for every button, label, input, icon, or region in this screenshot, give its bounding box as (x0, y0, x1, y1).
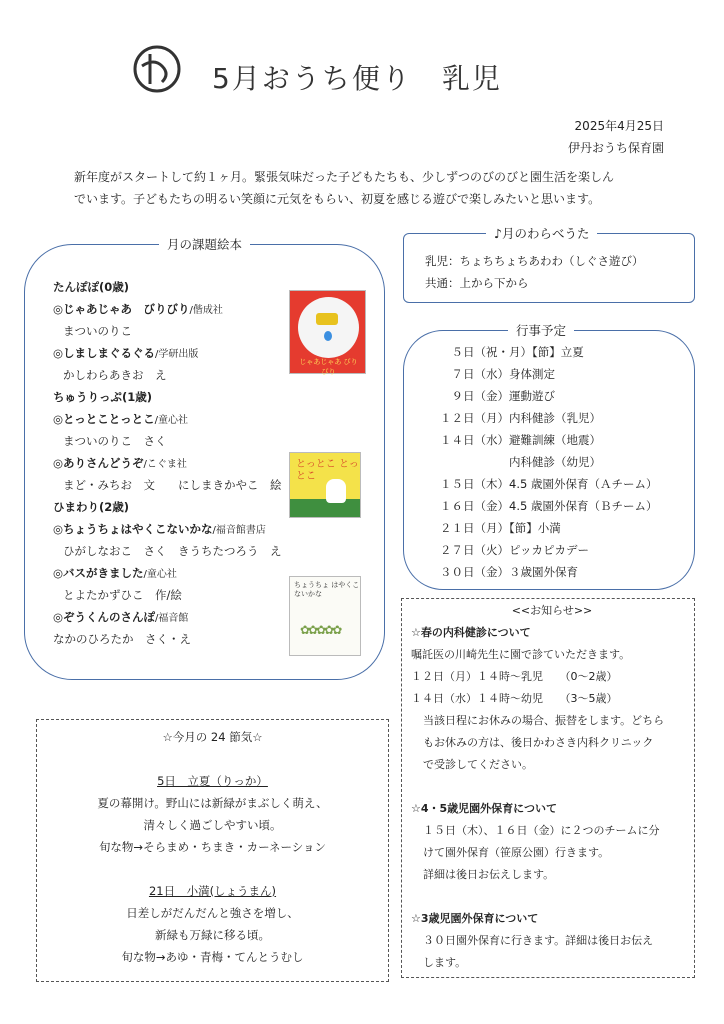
event-item: ７日（水）身体測定 (440, 367, 555, 381)
faucet-icon (316, 313, 338, 325)
page-title: 5月おうち便り 乳児 (212, 62, 502, 95)
cover-disc (298, 297, 359, 358)
seasonal-terms-content (36, 726, 389, 968)
event-item: １６日（金）4.5 歳園外保育（Ｂチーム） (440, 499, 658, 513)
book-publisher: /童心社 (154, 415, 188, 426)
notice-heading: ☆4・5歳児園外保育について (411, 802, 557, 815)
event-item: 内科健診（幼児） (440, 455, 601, 469)
notice-spacer (411, 776, 693, 798)
school-name: 伊丹おうち保育園 (567, 141, 664, 155)
notice-line: １４日（水）１４時～幼児 （3～5歳） (411, 692, 618, 705)
picture-book-title: 月の課題絵本 (159, 235, 250, 253)
book-title: ◎とっとことっとこ/童心社 (53, 412, 188, 426)
book-title: ◎バスがきました/童心社 (53, 566, 177, 580)
book-title: ◎じゃあじゃあ びりびり/偕成社 (53, 302, 223, 316)
book-publisher: /福音館 (155, 613, 189, 624)
cover-grass (290, 499, 360, 517)
issue-date: 2025年4月25日 (574, 119, 664, 133)
season-term-line: 新緑も万緑に移る頃。 (155, 928, 270, 942)
notice-line: けて園外保育（笹原公園）行きます。 (423, 846, 610, 859)
notice-line: １２日（月）１４時～乳児 （0～2歳） (411, 670, 618, 683)
season-spacer (36, 858, 389, 880)
event-schedule-title: 行事予定 (508, 321, 574, 339)
cover-title: ちょうちょ はやくこないかな (294, 581, 360, 598)
event-item: １２日（月）内科健診（乳児） (440, 411, 601, 425)
book-title: ◎ありさんどうぞ/こぐま社 (53, 456, 187, 470)
event-item: １５日（木）4.5 歳園外保育（Ａチーム） (440, 477, 658, 491)
intro-paragraph (74, 166, 674, 210)
notice-line: 当該日程にお休みの場合、振替をします。どちら (423, 714, 665, 727)
book-cover-choucho (289, 576, 361, 656)
event-item: ５日（祝・月）【節】立夏 (440, 345, 584, 359)
season-term-line: 旬な物→あゆ・青梅・てんとうむし (121, 950, 304, 964)
notice-line: します。 (423, 956, 467, 969)
notice-spacer (411, 886, 693, 908)
warabeuta-line: 共通：上から下から (425, 276, 529, 290)
book-cover-jaajaa (289, 290, 366, 374)
notice-title: <<お知らせ>> (511, 604, 593, 617)
book-title: ◎ぞうくんのさんぽ/福音館 (53, 610, 189, 624)
cover-title: じゃあじゃあ びりびり (299, 358, 358, 376)
book-author: まど・みちお 文 にしまきかやこ 絵 (63, 478, 282, 492)
notice-heading: ☆春の内科健診について (411, 626, 531, 639)
book-title: ◎ちょうちょはやくこないかな/福音館書店 (53, 522, 266, 536)
flowers-icon: ✿✿✿✿✿ (300, 623, 341, 637)
book-author: なかのひろたか さく・え (53, 632, 191, 646)
event-item: ２１日（月）【節】小満 (440, 521, 561, 535)
event-item: ２７日（火）ピッカピカデー (440, 543, 590, 557)
group-heading: ちゅうりっぷ(1歳) (53, 390, 153, 404)
book-publisher: /学研出版 (155, 349, 199, 360)
notice-line: ３０日園外保育に行きます。詳細は後日お伝え (423, 934, 654, 947)
warabeuta-line: 乳児：ちょちちょちあわわ（しぐさ遊び） (425, 254, 644, 268)
season-term-line: 清々しく過ごしやすい頃。 (143, 818, 282, 832)
notice-line: もお休みの方は、後日かわさき内科クリニック (423, 736, 654, 749)
season-term-line: 夏の幕開け。野山には新緑がまぶしく萌え、 (97, 796, 328, 810)
season-term-line: 日差しがだんだんと強さを増し、 (126, 906, 299, 920)
book-publisher: /偕成社 (189, 305, 223, 316)
notice-line: で受診してください。 (423, 758, 533, 771)
warabeuta-title: ♪月のわらべうた (486, 224, 597, 242)
season-term-line: 旬な物→そらまめ・ちまき・カーネーション (98, 840, 327, 854)
notice-line: １５日（木）、１６日（金）に２つのチームに分 (423, 824, 660, 837)
group-heading: ひまわり(2歳) (53, 500, 130, 514)
book-publisher: /童心社 (143, 569, 177, 580)
water-drop-icon (324, 331, 332, 341)
event-item: １４日（水）避難訓練（地震） (440, 433, 601, 447)
season-term-name: 5日 立夏（りっか） (157, 774, 268, 788)
book-publisher: /福音館書店 (212, 525, 266, 536)
notice-line: 嘱託医の川崎先生に園で診ていただきます。 (411, 648, 631, 661)
event-item: ３０日（金）３歳園外保育 (440, 565, 578, 579)
notice-content (411, 600, 693, 974)
seasonal-terms-title: ☆今月の 24 節気☆ (162, 730, 263, 744)
intro-line: 新年度がスタートして約１ヶ月。緊張気味だった子どもたちも、少しずつのびのびと園生活を楽しん (74, 170, 615, 184)
intro-line: でいます。子どもたちの明るい笑顔に元気をもらい、初夏を感じる遊びで楽しみたいと思います。 (74, 192, 601, 206)
event-item: ９日（金）運動遊び (440, 389, 555, 403)
event-list (440, 341, 657, 583)
book-author: ひがしなおこ さく きうちたつろう え (63, 544, 282, 558)
season-spacer (36, 748, 389, 770)
group-heading: たんぽぽ(0歳) (53, 280, 130, 294)
warabeuta-list (425, 250, 644, 294)
book-title: ◎しましまぐるぐる/学研出版 (53, 346, 199, 360)
book-cover-tottoko (289, 452, 361, 518)
cover-title: とっとこ とっとこ (296, 459, 359, 482)
picture-book-list (53, 276, 293, 650)
book-author: まついのりこ さく (63, 434, 167, 448)
book-publisher: /こぐま社 (143, 459, 187, 470)
book-author: かしわらあきお え (63, 368, 167, 382)
school-logo-icon (132, 44, 182, 94)
book-author: とよたかずひこ 作/絵 (63, 588, 182, 602)
season-term-name: 21日 小満(しょうまん) (148, 884, 277, 898)
notice-heading: ☆3歳児園外保育について (411, 912, 539, 925)
notice-line: 詳細は後日お伝えします。 (423, 868, 555, 881)
book-author: まついのりこ (63, 324, 132, 338)
